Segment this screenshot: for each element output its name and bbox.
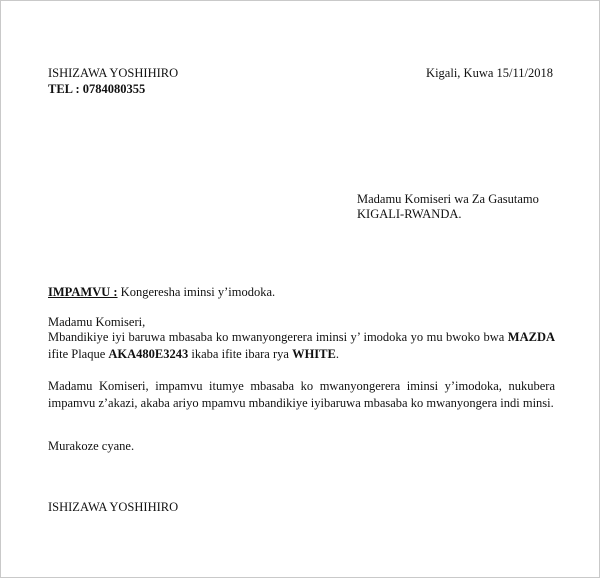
subject-text: Kongeresha iminsi y’imodoka. (117, 285, 276, 299)
paragraph-reason (48, 378, 555, 411)
place-date: Kigali, Kuwa 15/11/2018 (426, 66, 553, 80)
paragraph1-part1: Mbandikiye iyi baruwa mbasaba ko mwanyongerera iminsi y’ imodoka yo mu bwoko bwa (48, 330, 508, 344)
subject-label: IMPAMVU : (48, 285, 118, 299)
paragraph-request (48, 329, 555, 362)
subject-line (48, 284, 275, 300)
vehicle-brand: MAZDA (507, 330, 555, 344)
salutation: Madamu Komiseri, (48, 315, 146, 329)
closing: Murakoze cyane. (48, 439, 135, 453)
sender-tel: TEL : 0784080355 (48, 82, 146, 96)
sender-name: ISHIZAWA YOSHIHIRO (48, 66, 179, 80)
vehicle-plate: AKA480E3243 (108, 346, 189, 361)
paragraph2-text: Madamu Komiseri, impamvu itumye mbasaba ko mwanyongerera iminsi y’imodoka, nukubera impamvu z’akazi, akaba ariyo mpamvu mbandikiye iyibaruwa mbasaba ko mwanyongera indi minsi. (48, 379, 555, 410)
recipient-line-2: KIGALI-RWANDA. (357, 207, 462, 221)
signature: ISHIZAWA YOSHIHIRO (48, 500, 179, 514)
paragraph1-part2: ifite Plaque (48, 346, 109, 361)
recipient-line-1: Madamu Komiseri wa Za Gasutamo (357, 192, 539, 206)
paragraph1-part3: ikaba ifite ibara rya (188, 346, 293, 361)
paragraph1-part4: . (335, 346, 339, 361)
vehicle-color: WHITE (292, 346, 336, 361)
